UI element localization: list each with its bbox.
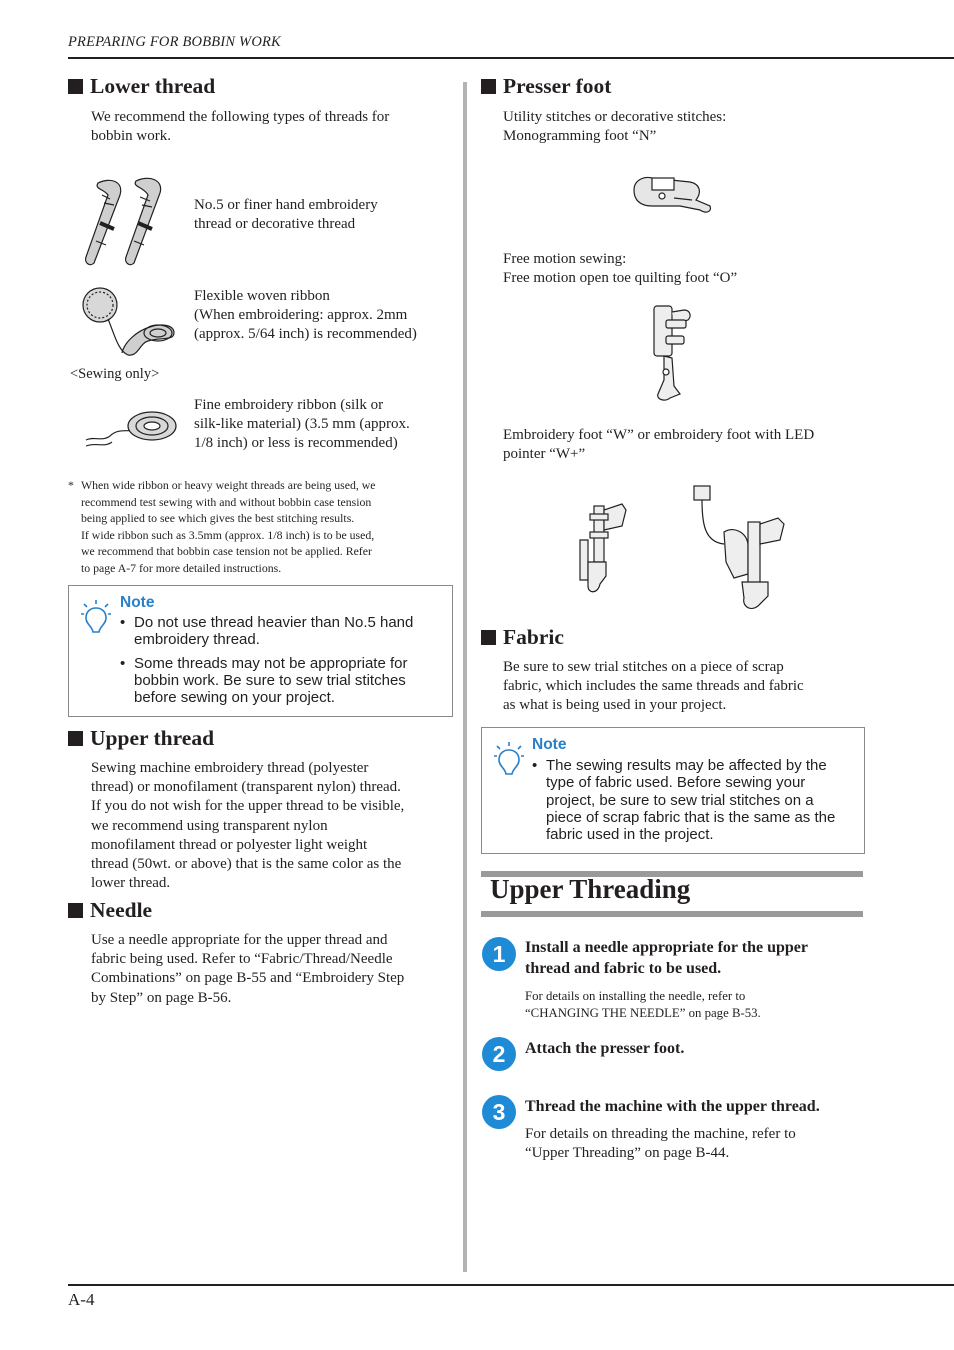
body-line: as what is being used in your project.	[503, 697, 727, 714]
footnote	[81, 477, 461, 577]
presser-foot-b	[503, 250, 737, 288]
note-line: before sewing on your project.	[134, 689, 335, 707]
sewing-only-label: <Sewing only>	[70, 366, 160, 382]
body-line: Utility stitches or decorative stitches:	[503, 109, 727, 125]
note-line: fabric used in the project.	[546, 826, 714, 844]
upper-thread-heading-text: Upper thread	[90, 726, 215, 750]
column-divider	[463, 82, 467, 1272]
body-line: thread) or monofilament (transparent nylon) thread.	[91, 779, 401, 796]
heading-square-icon	[481, 79, 496, 94]
body-line: Free motion sewing:	[503, 251, 627, 267]
bullet: •	[532, 757, 538, 774]
body-line: by Step” on page B-56.	[91, 989, 232, 1006]
step-detail-line: “Upper Threading” on page B-44.	[525, 1145, 730, 1162]
note-item	[120, 614, 450, 649]
step-3-instruction	[525, 1096, 820, 1117]
intro-line: We recommend the following types of threads for	[91, 109, 390, 125]
heading-square-icon	[481, 630, 496, 645]
thread-type-line: thread or decorative thread	[194, 216, 356, 233]
step-2-number: 2	[482, 1037, 516, 1071]
monogramming-foot-icon	[630, 172, 714, 220]
step-1-detail	[525, 988, 761, 1021]
intro-line: bobbin work.	[91, 128, 171, 145]
note-line: type of fabric used. Before sewing your	[546, 774, 806, 792]
footnote-line: to page A-7 for more detailed instructions.	[81, 560, 282, 575]
step-2-instruction	[525, 1038, 684, 1059]
body-line: Embroidery foot “W” or embroidery foot with LED	[503, 427, 815, 443]
body-line: we recommend using transparent nylon	[91, 817, 328, 834]
embroidery-foot-led-icon	[688, 482, 790, 614]
note-items	[120, 614, 450, 712]
step-3-detail	[525, 1125, 796, 1163]
note-item	[532, 757, 862, 843]
footnote-line: we recommend that bobbin case tension not be applied. Refer	[81, 544, 372, 559]
thread-type-line: 1/8 inch) or less is recommended)	[194, 435, 398, 452]
heading-square-icon	[68, 903, 83, 918]
step-1-number: 1	[482, 937, 516, 971]
embroidery-thread-skein-icon	[80, 175, 178, 269]
thread-type-line: Flexible woven ribbon	[194, 288, 330, 304]
footnote-line: recommend test sewing with and without bobbin case tension	[81, 494, 372, 509]
embroidery-foot-w-icon	[574, 500, 632, 596]
body-line: Monogramming foot “N”	[503, 128, 657, 145]
header-rule	[68, 57, 954, 59]
body-line: thread (50wt. or above) that is the same color as the	[91, 856, 402, 873]
body-line: lower thread.	[91, 875, 171, 892]
note-items	[532, 757, 862, 849]
body-line: Free motion open toe quilting foot “O”	[503, 270, 738, 287]
lower-thread-intro	[91, 108, 461, 146]
presser-foot-heading	[481, 74, 611, 99]
upper-thread-body	[91, 759, 461, 893]
step-line: Install a needle appropriate for the upper	[525, 939, 808, 956]
presser-foot-heading-text: Presser foot	[503, 74, 612, 98]
body-line: monofilament thread or polyester light weight	[91, 836, 368, 853]
body-line: Combinations” on page B-55 and “Embroidery Step	[91, 970, 405, 987]
note-line: Some threads may not be appropriate for	[134, 654, 408, 672]
body-line: Be sure to sew trial stitches on a piece of scrap	[503, 659, 784, 675]
thread-type-line: (When embroidering: approx. 2mm	[194, 307, 408, 324]
fabric-heading	[481, 625, 564, 650]
footnote-line: being applied to see which gives the best stitching results.	[81, 511, 355, 526]
thread-type-2	[194, 287, 417, 345]
needle-heading-text: Needle	[90, 898, 153, 922]
note-line: embroidery thread.	[134, 631, 260, 649]
banner-rule-bottom	[481, 911, 863, 917]
note-box-fabric	[481, 727, 865, 854]
woven-ribbon-icon	[78, 285, 180, 357]
note-bulb-icon	[493, 740, 525, 780]
fabric-heading-text: Fabric	[503, 625, 564, 649]
note-line: piece of scrap fabric that is the same as the	[546, 808, 836, 826]
step-detail-line: For details on installing the needle, refer to	[525, 989, 746, 1003]
body-line: If you do not wish for the upper thread to be visible,	[91, 798, 405, 815]
step-detail-line: For details on threading the machine, refer to	[525, 1126, 796, 1142]
thread-type-1	[194, 196, 378, 234]
fabric-body	[503, 658, 873, 716]
needle-heading	[68, 898, 152, 923]
body-line: Use a needle appropriate for the upper thread and	[91, 932, 388, 948]
note-line: bobbin work. Be sure to sew trial stitches	[134, 671, 406, 689]
heading-square-icon	[68, 79, 83, 94]
step-3-number: 3	[482, 1095, 516, 1129]
note-box-thread	[68, 585, 453, 717]
bullet: •	[120, 654, 126, 672]
heading-square-icon	[68, 731, 83, 746]
note-title: Note	[532, 736, 567, 753]
footer-rule	[68, 1284, 954, 1286]
fine-ribbon-icon	[84, 402, 180, 450]
thread-type-line: No.5 or finer hand embroidery	[194, 197, 378, 213]
thread-type-3	[194, 396, 410, 454]
note-line: The sewing results may be affected by the	[546, 757, 827, 774]
step-1-instruction	[525, 937, 808, 979]
bullet: •	[120, 614, 126, 631]
needle-body	[91, 931, 461, 1008]
note-title: Note	[120, 594, 155, 611]
body-line: fabric being used. Refer to “Fabric/Thread/Needle	[91, 951, 393, 968]
upper-thread-heading	[68, 726, 214, 751]
body-line: Sewing machine embroidery thread (polyester	[91, 760, 369, 776]
step-line: Thread the machine with the upper thread.	[525, 1098, 820, 1115]
presser-foot-c	[503, 426, 814, 464]
quilting-foot-icon	[644, 302, 696, 404]
lower-thread-heading-text: Lower thread	[90, 74, 216, 98]
lower-thread-heading	[68, 74, 215, 99]
step-line: Attach the presser foot.	[525, 1040, 685, 1057]
body-line: fabric, which includes the same threads and fabric	[503, 678, 804, 695]
thread-type-line: (approx. 5/64 inch) is recommended)	[194, 326, 417, 343]
page-number: A-4	[68, 1290, 95, 1309]
section-title: Upper Threading	[490, 874, 691, 904]
note-item	[120, 655, 450, 707]
footnote-asterisk: *	[68, 478, 74, 492]
running-header: PREPARING FOR BOBBIN WORK	[68, 34, 281, 50]
thread-type-line: Fine embroidery ribbon (silk or	[194, 397, 384, 413]
note-bulb-icon	[80, 598, 112, 638]
note-line: project, be sure to sew trial stitches on a	[546, 791, 814, 809]
footnote-line: If wide ribbon such as 3.5mm (approx. 1/8 inch) is to be used,	[81, 527, 375, 542]
presser-foot-a	[503, 108, 726, 146]
step-detail-line: “CHANGING THE NEEDLE” on page B-53.	[525, 1005, 761, 1020]
body-line: pointer “W+”	[503, 446, 586, 463]
step-line: thread and fabric to be used.	[525, 960, 722, 977]
footnote-line: When wide ribbon or heavy weight threads are being used, we	[81, 478, 376, 492]
thread-type-line: silk-like material) (3.5 mm (approx.	[194, 416, 410, 433]
note-line: Do not use thread heavier than No.5 hand	[134, 614, 414, 631]
